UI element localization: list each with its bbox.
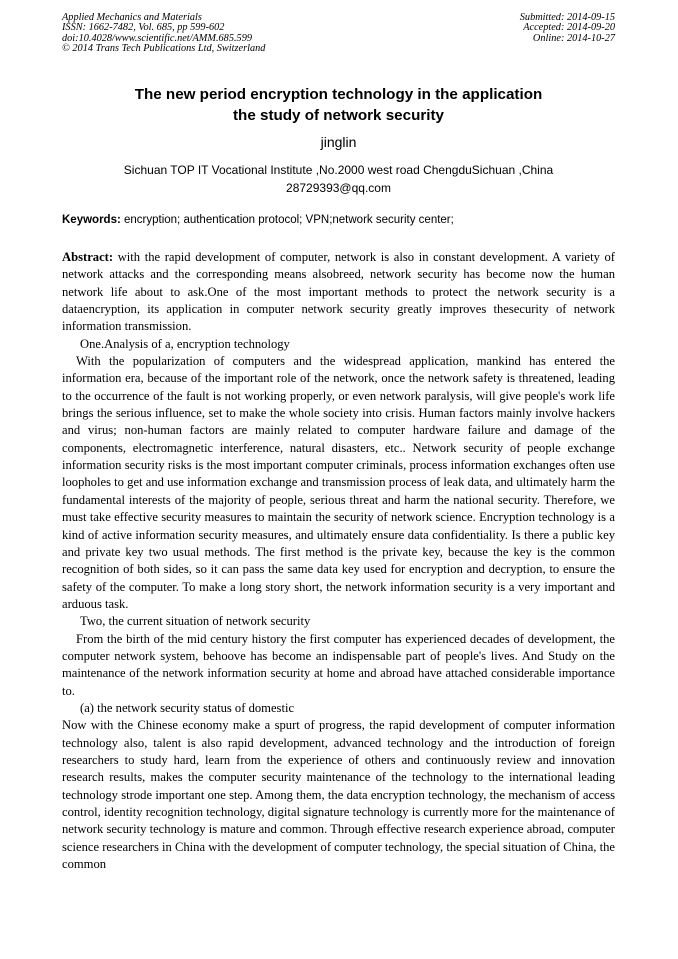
submission-dates [520,13,615,44]
author-affiliation [62,161,615,197]
affiliation-text: Sichuan TOP IT Vocational Institute ,No.2000 west road ChengduSichuan ,China [123,163,554,177]
subsection-a-paragraph: Now with the Chinese economy make a spurt of progress, the rapid development of computer information technology also, talent is also rapid development, advanced technology and the introduction of foreign researchers to study hard, learn from the experience of others and continuously review and innovation research results, makes the computer security maintenance of the technology to the international leading technology strode important one step. Among them, the data encryption technology, the mechanism of access control, identity recognition technology, digital signature technology is currently more for the maintenance of network security technology is mature and common. Through effective research experience abroad, computer science researchers in China with the development of computer technology, the special situation of China, the common [62,718,615,872]
abstract [62,249,615,336]
keywords-text: encryption; authentication protocol; VPN;network security center; [120,214,454,226]
author-email: 28729393@qq.com [286,181,391,195]
subsection-a-heading: (a) the network security status of domestic [80,700,295,715]
section-2-heading: Two, the current situation of network security [80,614,311,629]
abstract-label: Abstract: [62,250,114,264]
journal-copyright: © 2014 Trans Tech Publications Ltd, Switzerland [62,42,266,54]
paper-title-line-1: The new period encryption technology in the application [134,86,543,103]
author-name: jinglin [320,134,357,150]
accepted-date: Accepted: 2014-09-20 [523,22,615,34]
section-2-paragraph: From the birth of the mid century history the first computer has experienced decades of development, the computer network system, behoove has become an indispensable part of people's lives. And Study on the maintenance of the network information security at home and abroad have attached considerable importance to. [62,631,615,698]
journal-name: Applied Mechanics and Materials [62,12,202,23]
keywords [62,213,615,228]
journal-header [62,13,265,54]
submitted-date: Submitted: 2014-09-15 [519,12,615,23]
section-1-paragraph: With the popularization of computers and the widespread application, mankind has entered the information era, because of the important role of the network, once the network safety is threatened, leading to the occurrence of the fault is not working properly, or even network paralysis, will give people's work life brings the serious influence, set to make the whole society into crisis. Human factors mainly involve hackers and virus; non-human factors are mainly related to computer hardware failure and damage of the components, electromagnetic interference, natural disasters, etc.. Network security of people exchange information security risks is the most important computer criminals, process information exchanges often use loopholes to get and use information exchange and transmission process of leak data, and ultimately harm the fundamental interests of the majority of people, serious threat and harm the national security. Therefore, we must take effective security measures to maintain the security of network science. Encryption technology is a kind of active information security measures, and ultimately ensure data confidentiality. Is there a public key and private key two usual methods. The first method is the private key, because the key is the common recognition of both sides, so it can pass the same data key used for encryption and decryption, to ensure the safety of the computer. To make a long story short, the network information security is a very important and arduous task. [62,354,615,611]
paper-body [62,249,615,873]
journal-issn: ISSN: 1662-7482, Vol. 685, pp 599-602 [62,22,225,34]
paper-title [62,84,615,126]
keywords-label: Keywords: [62,214,121,226]
section-1-heading: One.Analysis of a, encryption technology [80,336,290,351]
online-date: Online: 2014-10-27 [532,32,615,44]
paper-title-line-2: the study of network security [233,107,444,124]
abstract-text: with the rapid development of computer, network is also in constant development. A variety of network attacks and the corresponding means alsobreed, network security has become now the human network life about to ask.One of the most important methods to protect the network security is a dataencryption, its application in computer network security greatly improves thesecurity of network information transmission. [62,250,615,334]
journal-doi: doi:10.4028/www.scientific.net/AMM.685.599 [62,32,252,44]
